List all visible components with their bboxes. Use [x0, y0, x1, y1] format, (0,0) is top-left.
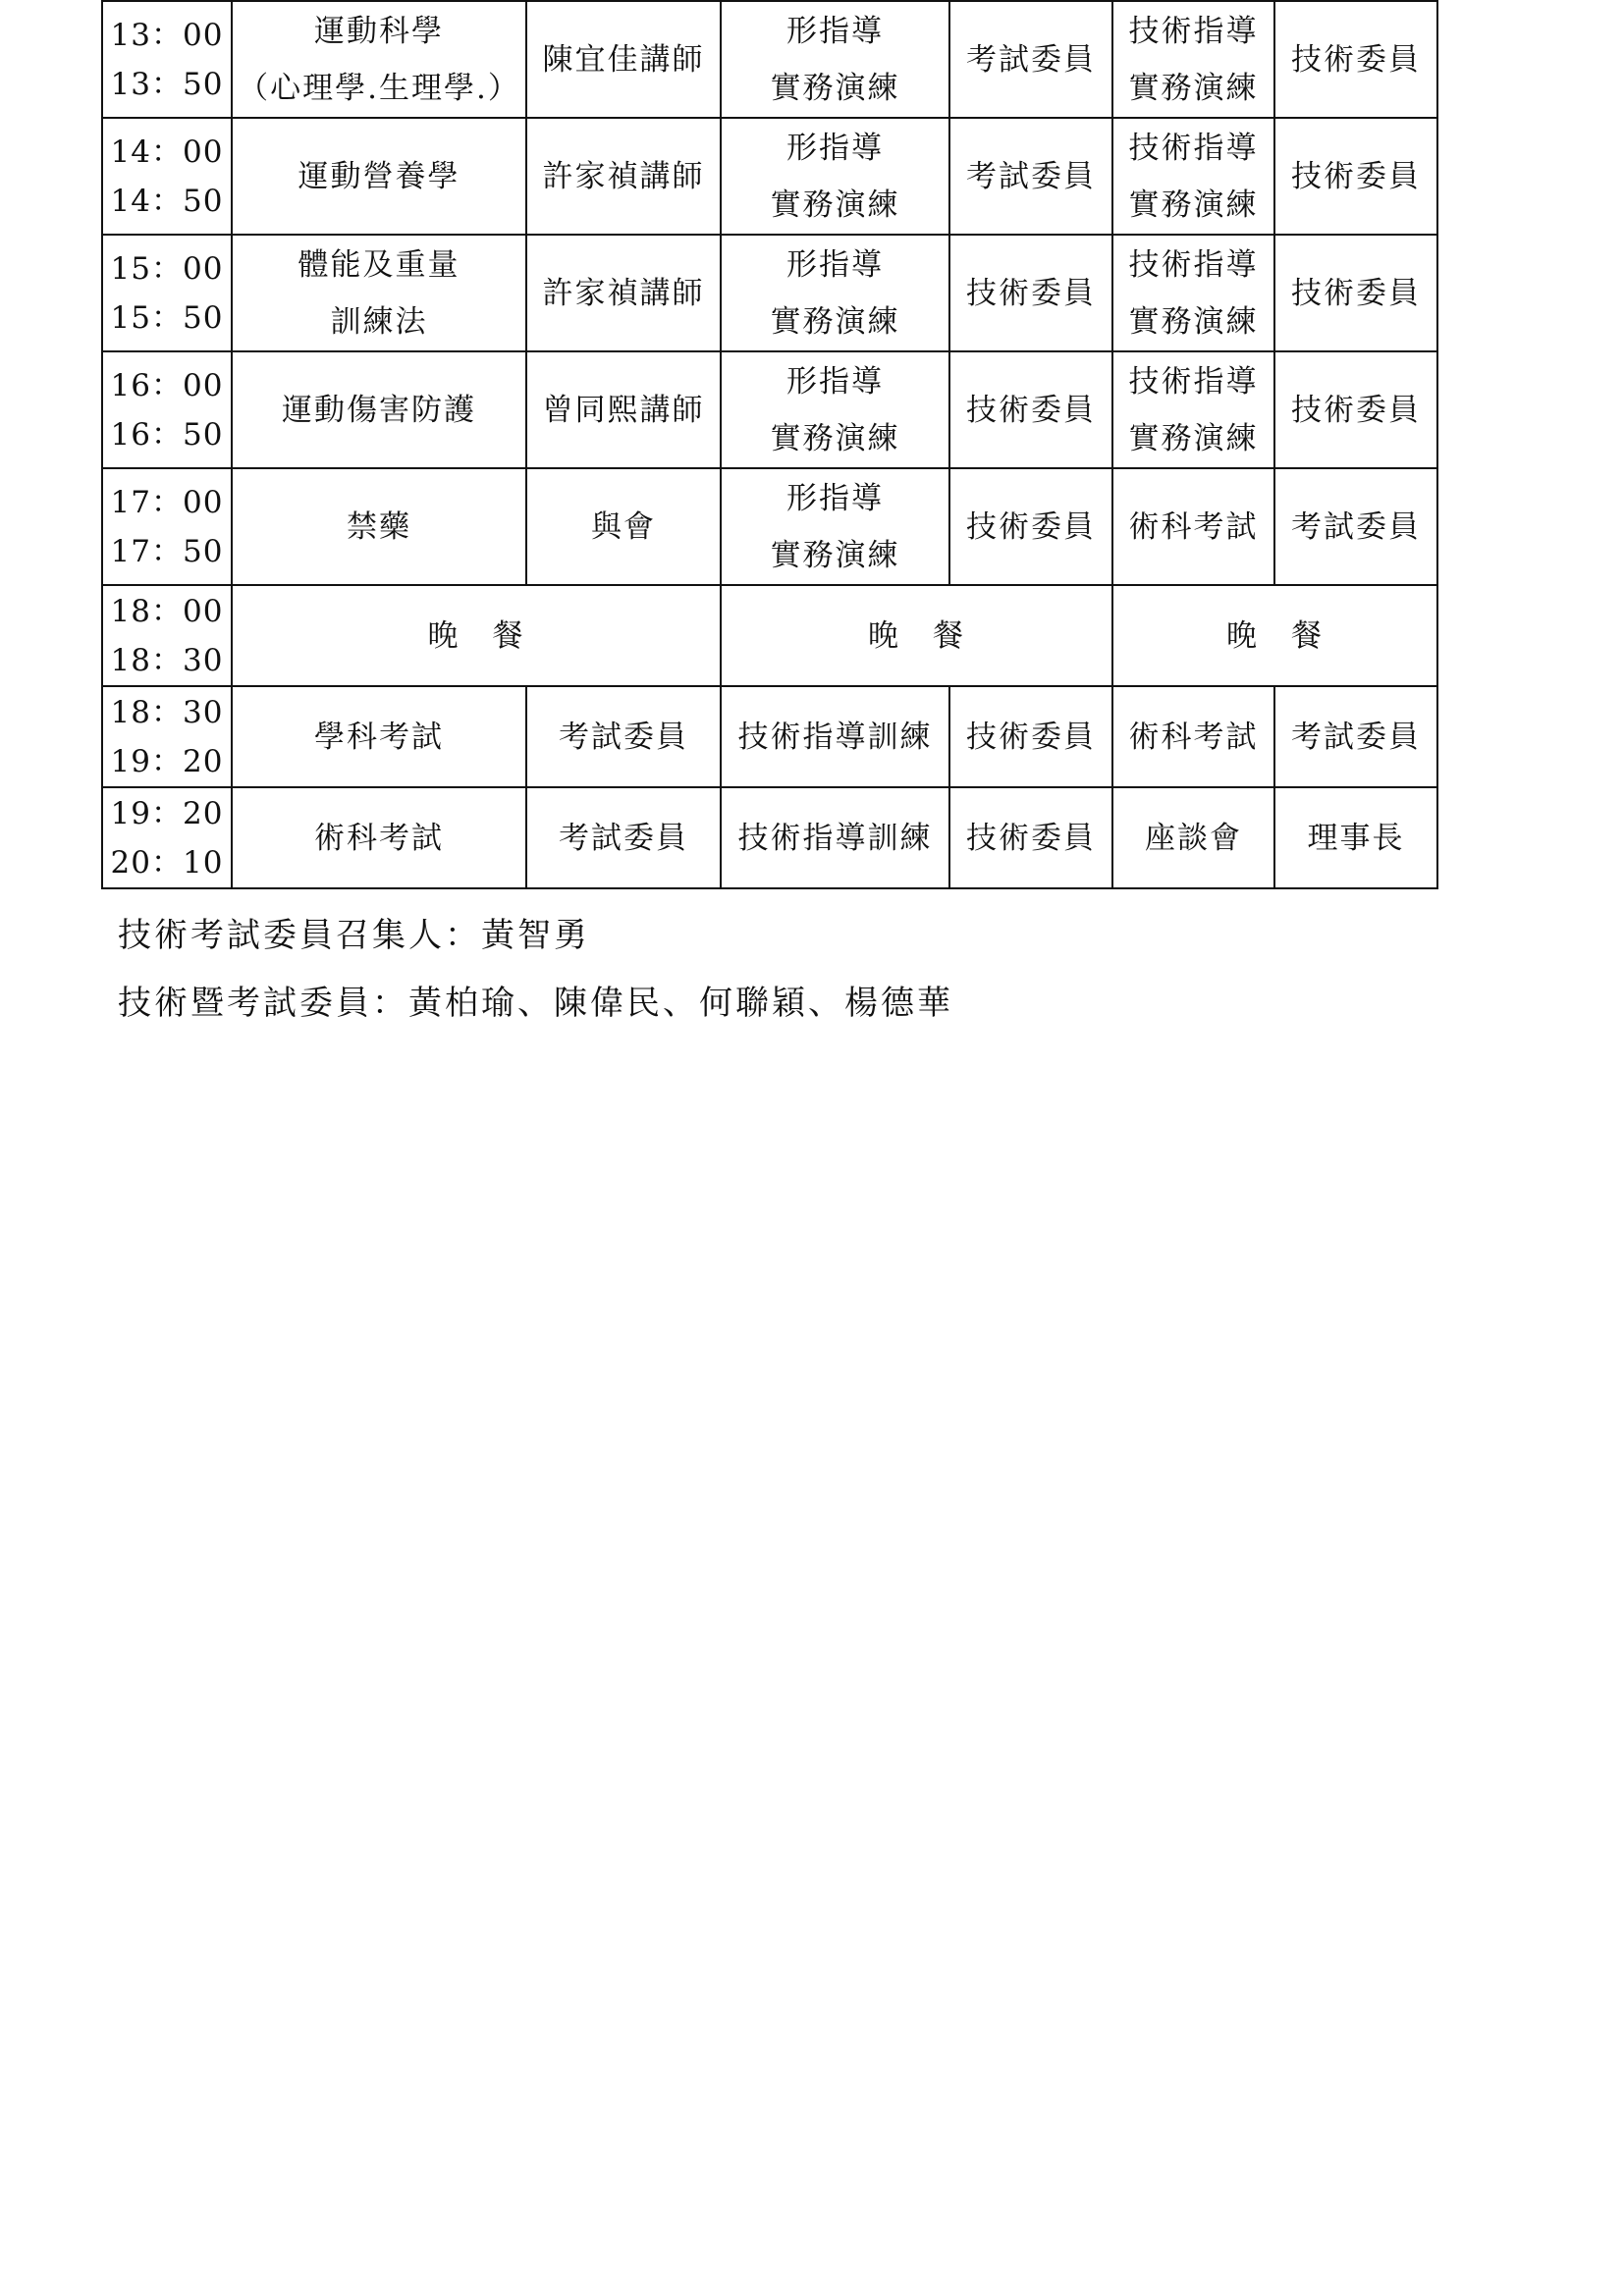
- time-cell: [102, 1, 232, 118]
- schedule-row: [102, 787, 1437, 888]
- time-start: 17：00: [110, 484, 224, 520]
- cell-text: （心理學.生理學.）: [238, 70, 520, 106]
- cell-text: 技術委員: [1291, 392, 1421, 428]
- cell-text: 考試委員: [966, 41, 1096, 78]
- schedule-cell: [526, 351, 721, 468]
- schedule-cell: [232, 686, 526, 787]
- cell-text: 技術委員: [966, 820, 1096, 856]
- cell-text: 實務演練: [1128, 70, 1259, 106]
- time-cell: [102, 468, 232, 585]
- schedule-cell: [526, 118, 721, 235]
- schedule-cell: [721, 787, 949, 888]
- cell-text: 形指導: [786, 130, 884, 166]
- time-start: 18：00: [110, 593, 224, 629]
- schedule-body: [102, 1, 1437, 888]
- cell-text: 技術指導訓練: [737, 719, 933, 755]
- schedule-row: [102, 235, 1437, 351]
- schedule-cell: [1274, 118, 1437, 235]
- schedule-cell: [1112, 1, 1274, 118]
- cell-text: 與會: [591, 508, 656, 545]
- cell-text: 術科考試: [1128, 719, 1259, 755]
- schedule-row: [102, 585, 1437, 686]
- schedule-cell: [1112, 235, 1274, 351]
- schedule-row: [102, 468, 1437, 585]
- cell-text: 形指導: [786, 13, 884, 49]
- schedule-cell: [1112, 787, 1274, 888]
- cell-text: 技術指導: [1128, 13, 1259, 49]
- cell-text: 禁藥: [347, 508, 411, 545]
- time-start: 14：00: [110, 133, 224, 170]
- cell-text: 實務演練: [1128, 303, 1259, 340]
- schedule-cell: [1274, 787, 1437, 888]
- schedule-cell: [232, 585, 721, 686]
- schedule-row: [102, 351, 1437, 468]
- convener-line: 技術考試委員召集人：黃智勇: [118, 916, 590, 955]
- schedule-row: [102, 1, 1437, 118]
- schedule-cell: [232, 235, 526, 351]
- schedule-cell: [526, 787, 721, 888]
- time-cell: [102, 686, 232, 787]
- schedule-cell: [526, 235, 721, 351]
- time-end: 19：20: [110, 743, 224, 779]
- cell-text: 曾同熙講師: [542, 392, 705, 428]
- cell-text: 實務演練: [1128, 420, 1259, 456]
- cell-text: 術科考試: [314, 820, 444, 856]
- schedule-cell: [721, 1, 949, 118]
- cell-text: 晚 餐: [1226, 617, 1324, 654]
- cell-text: 形指導: [786, 246, 884, 283]
- schedule-cell: [949, 686, 1112, 787]
- schedule-cell: [526, 686, 721, 787]
- cell-text: 考試委員: [559, 719, 688, 755]
- cell-text: 許家禎講師: [542, 158, 705, 194]
- cell-text: 理事長: [1307, 820, 1405, 856]
- time-cell: [102, 585, 232, 686]
- time-start: 15：00: [110, 250, 224, 287]
- cell-text: 技術委員: [966, 719, 1096, 755]
- cell-text: 技術指導訓練: [737, 820, 933, 856]
- cell-text: 學科考試: [314, 719, 444, 755]
- cell-text: 實務演練: [770, 537, 900, 573]
- cell-text: 技術指導: [1128, 363, 1259, 400]
- time-start: 18：30: [110, 694, 224, 730]
- cell-text: 考試委員: [1291, 508, 1421, 545]
- time-start: 13：00: [110, 17, 224, 53]
- time-end: 15：50: [110, 299, 224, 336]
- schedule-cell: [949, 118, 1112, 235]
- schedule-cell: [721, 468, 949, 585]
- schedule-cell: [1112, 351, 1274, 468]
- cell-text: 考試委員: [559, 820, 688, 856]
- cell-text: 考試委員: [966, 158, 1096, 194]
- cell-text: 運動科學: [314, 13, 444, 49]
- time-cell: [102, 118, 232, 235]
- cell-text: 技術委員: [1291, 41, 1421, 78]
- schedule-cell: [1274, 351, 1437, 468]
- cell-text: 座談會: [1145, 820, 1242, 856]
- cell-text: 許家禎講師: [542, 275, 705, 311]
- schedule-cell: [1112, 118, 1274, 235]
- schedule-cell: [232, 351, 526, 468]
- schedule-cell: [232, 787, 526, 888]
- time-end: 17：50: [110, 533, 224, 569]
- cell-text: 形指導: [786, 480, 884, 516]
- schedule-cell: [721, 686, 949, 787]
- cell-text: 術科考試: [1128, 508, 1259, 545]
- schedule-cell: [526, 468, 721, 585]
- schedule-cell: [721, 585, 1112, 686]
- cell-text: 考試委員: [1291, 719, 1421, 755]
- cell-text: 技術委員: [1291, 158, 1421, 194]
- time-end: 16：50: [110, 416, 224, 453]
- cell-text: 實務演練: [770, 303, 900, 340]
- cell-text: 晚 餐: [427, 617, 525, 654]
- time-start: 19：20: [110, 795, 224, 831]
- schedule-cell: [232, 1, 526, 118]
- time-cell: [102, 235, 232, 351]
- schedule-cell: [232, 118, 526, 235]
- cell-text: 技術委員: [966, 275, 1096, 311]
- cell-text: 技術指導: [1128, 246, 1259, 283]
- time-cell: [102, 787, 232, 888]
- schedule-cell: [721, 118, 949, 235]
- cell-text: 運動傷害防護: [282, 392, 476, 428]
- schedule-cell: [1274, 468, 1437, 585]
- cell-text: 訓練法: [330, 303, 428, 340]
- cell-text: 實務演練: [770, 420, 900, 456]
- schedule-cell: [1274, 1, 1437, 118]
- schedule-cell: [949, 787, 1112, 888]
- schedule-cell: [1112, 585, 1437, 686]
- schedule-cell: [1112, 686, 1274, 787]
- schedule-cell: [526, 1, 721, 118]
- schedule-cell: [949, 351, 1112, 468]
- cell-text: 晚 餐: [868, 617, 965, 654]
- cell-text: 形指導: [786, 363, 884, 400]
- cell-text: 實務演練: [1128, 187, 1259, 223]
- schedule-cell: [1274, 235, 1437, 351]
- time-cell: [102, 351, 232, 468]
- cell-text: 實務演練: [770, 70, 900, 106]
- schedule-row: [102, 686, 1437, 787]
- time-end: 14：50: [110, 183, 224, 219]
- cell-text: 體能及重量: [298, 246, 460, 283]
- schedule-cell: [232, 468, 526, 585]
- schedule-cell: [1112, 468, 1274, 585]
- schedule-cell: [949, 468, 1112, 585]
- schedule-row: [102, 118, 1437, 235]
- cell-text: 陳宜佳講師: [542, 41, 705, 78]
- cell-text: 技術委員: [966, 392, 1096, 428]
- time-end: 18：30: [110, 642, 224, 678]
- cell-text: 技術委員: [1291, 275, 1421, 311]
- committee-line: 技術暨考試委員：黃柏瑜、陳偉民、何聯穎、楊德華: [118, 984, 953, 1023]
- schedule-cell: [949, 1, 1112, 118]
- schedule-table: [101, 0, 1438, 889]
- time-end: 13：50: [110, 66, 224, 102]
- schedule-cell: [949, 235, 1112, 351]
- time-start: 16：00: [110, 367, 224, 403]
- cell-text: 運動營養學: [298, 158, 460, 194]
- cell-text: 實務演練: [770, 187, 900, 223]
- cell-text: 技術指導: [1128, 130, 1259, 166]
- schedule-cell: [721, 235, 949, 351]
- schedule-cell: [721, 351, 949, 468]
- time-end: 20：10: [110, 844, 224, 881]
- cell-text: 技術委員: [966, 508, 1096, 545]
- schedule-cell: [1274, 686, 1437, 787]
